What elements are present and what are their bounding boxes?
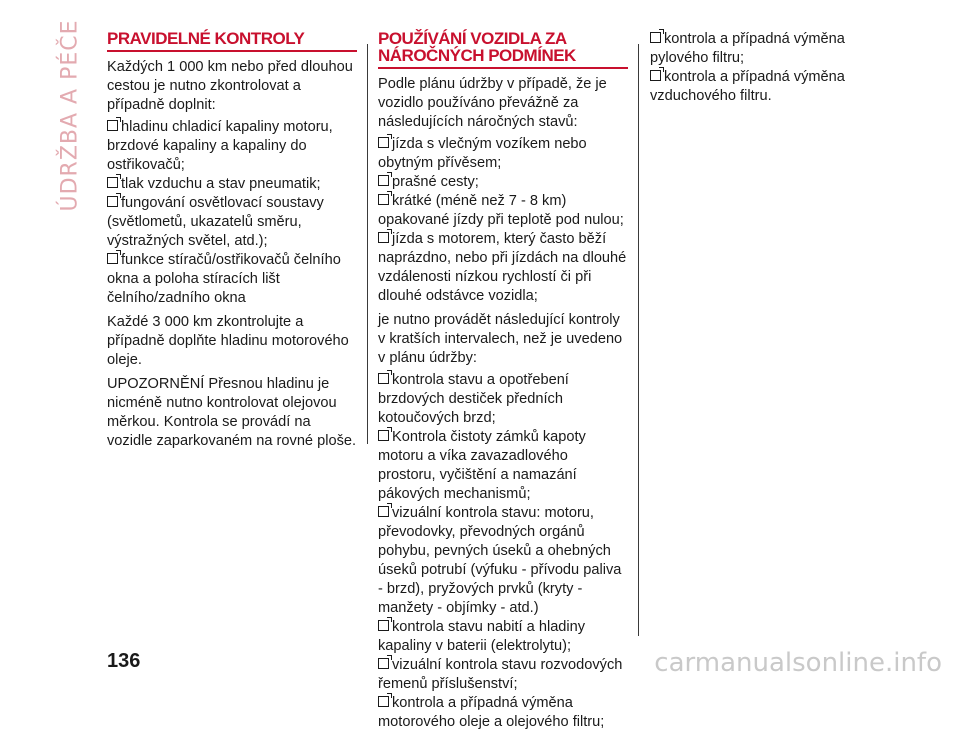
heading-severe-conditions [378, 30, 628, 69]
list-item [378, 656, 628, 694]
checkbox-bullet-icon [378, 506, 389, 517]
list-item-text: prašné cesty; [392, 174, 479, 190]
list-item [650, 68, 900, 106]
section-side-tab-label: ÚDRŽBA A PÉČE [57, 18, 83, 212]
list-item-text: kontrola stavu nabití a hladiny kapaliny v baterii (elektrolytu); [378, 619, 586, 654]
checkbox-bullet-icon [378, 658, 389, 669]
list-item-text: kontrola a případná výměna vzduchového filtru. [650, 69, 845, 104]
page-number: 136 [107, 650, 141, 672]
checkbox-bullet-icon [107, 253, 118, 264]
checkbox-bullet-icon [378, 232, 389, 243]
checkbox-bullet-icon [378, 373, 389, 384]
list-item [650, 30, 900, 68]
paragraph-checks-intro: je nutno provádět následující kontroly v kratších intervalech, než je uvedeno v plánu údržby: [378, 312, 623, 366]
list-item-text: vizuální kontrola stavu rozvodových řemenů příslušenství; [378, 657, 623, 692]
checkbox-bullet-icon [378, 175, 389, 186]
paragraph-warning: UPOZORNĚNÍ Přesnou hladinu je nicméně nutno kontrolovat olejovou měrkou. Kontrola se provádí na vozidle zaparkovaném na rovné ploše. [107, 376, 357, 449]
list-item-text: kontrola a případná výměna pylového filtru; [650, 31, 845, 66]
list-item [107, 118, 357, 175]
list-item [107, 251, 357, 308]
checkbox-bullet-icon [378, 696, 389, 707]
heading-line: NÁROČNÝCH PODMÍNEK [378, 46, 576, 65]
column-divider [638, 44, 639, 636]
list-item [107, 194, 357, 251]
list-item [378, 618, 628, 656]
list-item [378, 694, 628, 732]
watermark: carmanualsonline.info [654, 648, 942, 678]
checkbox-bullet-icon [107, 120, 118, 131]
list-item-text: kontrola a případná výměna motorového oleje a olejového filtru; [378, 695, 605, 730]
list-item [378, 371, 628, 428]
list-item-text: kontrola stavu a opotřebení brzdových destiček předních kotoučových brzd; [378, 372, 569, 426]
list-item-text: vizuální kontrola stavu: motoru, převodovky, převodných orgánů pohybu, pevných úseků a ohebných úseků potrubí (výfuku - přívodu paliva - brzd), pryžových prvků (kryty - manžety - objímky - atd.) [378, 505, 622, 616]
checkbox-bullet-icon [378, 430, 389, 441]
column-divider [367, 44, 368, 444]
paragraph-intro: Každých 1 000 km nebo před dlouhou cestou je nutno zkontrolovat a případně doplnit: [107, 59, 353, 113]
list-item [378, 230, 628, 306]
list-item-text: krátké (méně než 7 - 8 km) opakované jízdy při teplotě pod nulou; [378, 193, 624, 228]
list-item [378, 192, 628, 230]
list-item-text: fungování osvětlovací soustavy (světlometů, ukazatelů směru, výstražných světel, atd.); [107, 195, 324, 249]
list-item [378, 428, 628, 504]
list-item-text: jízda s vlečným vozíkem nebo obytným přívěsem; [378, 136, 587, 171]
list-item-text: hladinu chladicí kapaliny motoru, brzdové kapaliny a kapaliny do ostřikovačů; [107, 119, 333, 173]
checkbox-bullet-icon [378, 194, 389, 205]
list-item [378, 504, 628, 618]
list-item [378, 135, 628, 173]
list-item [107, 175, 357, 194]
checkbox-bullet-icon [650, 32, 661, 43]
list-item-text: Kontrola čistoty zámků kapoty motoru a víka zavazadlového prostoru, vyčištění a namazání pákových mechanismů; [378, 429, 586, 502]
heading-regular-checks: PRAVIDELNÉ KONTROLY [107, 30, 357, 52]
checkbox-bullet-icon [378, 620, 389, 631]
checkbox-bullet-icon [107, 177, 118, 188]
heading-line: POUŽÍVÁNÍ VOZIDLA ZA [378, 29, 567, 48]
section-side-tab [50, 18, 90, 212]
list-item-text: funkce stíračů/ostřikovačů čelního okna a poloha stíracích lišt čelního/zadního okna [107, 252, 341, 306]
list-item-text: jízda s motorem, který často běží naprázdno, nebo při jízdách na dlouhé vzdálenosti nízkou rychlostí či při dlouhé odstávce vozidla; [378, 231, 627, 304]
checkbox-bullet-icon [650, 70, 661, 81]
checkbox-bullet-icon [107, 196, 118, 207]
column-continued [650, 30, 900, 106]
column-regular-checks [107, 30, 357, 454]
list-item-text: tlak vzduchu a stav pneumatik; [121, 176, 321, 192]
column-severe-conditions [378, 30, 628, 732]
paragraph-oil-check: Každé 3 000 km zkontrolujte a případně doplňte hladinu motorového oleje. [107, 314, 349, 368]
checkbox-bullet-icon [378, 137, 389, 148]
paragraph-intro: Podle plánu údržby v případě, že je vozidlo používáno převážně za následujících náročných stavů: [378, 76, 607, 130]
list-item [378, 173, 628, 192]
